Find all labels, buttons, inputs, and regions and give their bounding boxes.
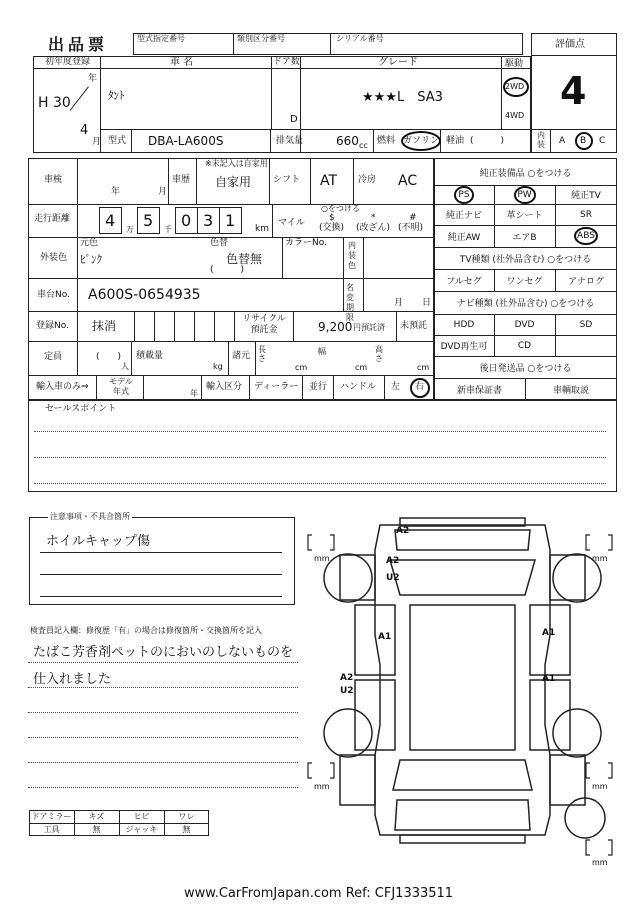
tv-oneseg: ワンセグ <box>506 276 543 287</box>
damage-mark-rear-left-u2: U2 <box>340 686 354 696</box>
navi-hdd: HDD <box>453 319 475 330</box>
equip-abs: ABS <box>577 231 595 241</box>
fuel-diesel: 軽油 <box>446 136 465 146</box>
model-number-label: 型式指定番号 <box>137 34 185 43</box>
ac-label: 冷房 <box>358 175 377 185</box>
drive-2wd: 2WD <box>505 82 525 91</box>
mile-label: マイル <box>278 218 305 228</box>
fuel-label: 燃料 <box>377 136 396 146</box>
mileage-digit-3: 0 <box>181 211 192 230</box>
damage-mark-fender-u2: U2 <box>386 573 400 583</box>
interior-color-label: 内装色 <box>348 241 356 270</box>
grade-name-label: グレード <box>378 57 418 68</box>
dims-label: 諸元 <box>232 351 251 361</box>
mm-label-2: mm <box>592 554 608 563</box>
vehicle-detail-section <box>28 158 434 400</box>
recycle-unpaid: 未預託 <box>400 321 428 331</box>
genuine-equipment-header: 純正装備品 ○をつける <box>479 168 572 179</box>
id-number-box <box>133 33 523 55</box>
equip-genuine-tv: 純正TV <box>571 191 601 201</box>
inspector-line-1: たばこ芳香剤ペットのにおいのしないものを <box>33 645 294 660</box>
category-label: 類別区分番号 <box>237 34 285 43</box>
inspection-label: 車検 <box>44 175 63 185</box>
type-value: DBA-LA600S <box>148 134 224 148</box>
tv-fullseg: フルセグ <box>446 276 482 287</box>
mm-label-4: mm <box>592 782 608 791</box>
mileage-digit-5: 1 <box>225 211 236 230</box>
load-label: 積載量 <box>136 351 164 361</box>
tv-header: TV種類 (社外品含む) ○をつける <box>459 254 592 265</box>
tv-analog: アナログ <box>567 276 604 287</box>
reg-no-label: 登録No. <box>36 321 69 331</box>
mileage-digit-1: 4 <box>105 211 116 230</box>
import-label: 輸入車のみ⇒ <box>36 382 89 392</box>
chassis-value: A600S-0654935 <box>88 287 201 303</box>
color-no-label: カラーNo. <box>285 238 327 248</box>
inspector-line-2: 仕入れました <box>33 672 112 687</box>
recycle-label: リサイクル預託金 <box>242 314 286 335</box>
navi-sd: SD <box>579 319 593 330</box>
damage-mark-bumper: A2 <box>396 526 410 536</box>
handle-right: 右 <box>415 382 425 392</box>
navi-dvd: DVD <box>514 319 535 330</box>
equip-airbag: エアB <box>512 232 537 243</box>
evaluation-score: 4 <box>560 69 587 113</box>
evaluation-label: 評価点 <box>555 39 585 50</box>
interior-b: B <box>580 136 587 146</box>
defects-label: 注意事項・不具合箇所 <box>50 512 130 521</box>
shift-value: AT <box>320 173 338 189</box>
inspector-label: 検査員記入欄：修復歴「有」の場合は修復箇所・交換箇所を記入 <box>30 626 262 635</box>
color-label: 外装色 <box>40 253 68 263</box>
history-label: 車歴 <box>172 175 191 185</box>
equip-genuine-aw: 純正AW <box>447 232 481 243</box>
damage-mark-front-door-right: A1 <box>542 628 556 638</box>
recycle-value: 9,200 <box>318 320 353 334</box>
new-car-warranty: 新車保証書 <box>456 385 502 396</box>
damage-mark-rear-left-a2: A2 <box>340 673 354 683</box>
doors-label: ドア数 <box>273 57 300 67</box>
mileage-label: 走行距離 <box>34 214 71 224</box>
grade-name-value: ★★★L SA3 <box>362 90 443 105</box>
defect-line-1: ホイルキャップ傷 <box>46 534 151 549</box>
type-label: 型式 <box>108 136 127 146</box>
chassis-label: 車台No. <box>37 290 70 300</box>
ac-value: AC <box>398 173 418 189</box>
mm-label-5: mm <box>592 858 608 867</box>
displacement-value: 660 <box>336 134 359 148</box>
repaint-value: 色替無 <box>226 252 263 266</box>
mileage-digit-2: 5 <box>143 211 154 230</box>
car-damage-diagram <box>300 515 625 870</box>
doors-value: D <box>290 114 298 125</box>
owners-manual: 車輌取説 <box>552 385 589 396</box>
first-reg-year: H 30 <box>38 95 71 111</box>
car-name-label: 車 名 <box>170 57 194 68</box>
interior-label: 内装 <box>537 131 545 149</box>
mm-label-1: mm <box>314 554 330 563</box>
damage-mark-front-door-left: A1 <box>378 632 392 642</box>
capacity-label: 定員 <box>44 352 63 362</box>
sales-point-section <box>28 400 617 492</box>
car-name-value: ﾀﾝﾄ <box>108 89 125 102</box>
sales-point-label: セールスポイント <box>45 404 117 414</box>
equip-leather: 革シート <box>506 211 543 221</box>
equip-pw: PW <box>517 189 532 200</box>
cd: CD <box>517 340 532 351</box>
damage-mark-fender-a2: A2 <box>386 556 400 566</box>
first-reg-label: 初年度登録 <box>45 57 91 67</box>
history-value: 自家用 <box>215 175 252 189</box>
displacement-label: 排気量 <box>276 136 304 146</box>
later-shipping-header: 後日発送品 ○をつける <box>479 363 572 374</box>
damage-mark-rear-door-right: A1 <box>542 674 556 684</box>
shift-label: シフト <box>273 175 301 185</box>
name-change-label: 名変期限 <box>346 283 354 322</box>
drive-4wd: 4WD <box>505 111 525 120</box>
defects-section <box>29 517 295 605</box>
first-reg-month: 4 <box>80 123 89 138</box>
dvd-playback: DVD再生可 <box>440 342 488 352</box>
fuel-gas: ガソリン <box>403 136 440 146</box>
mileage-digit-4: 3 <box>203 211 214 230</box>
sheet-title: 出品票 <box>48 35 109 54</box>
navi-header: ナビ種類 (社外品含む) ○をつける <box>456 299 595 309</box>
equip-genuine-navi: 純正ナビ <box>445 211 482 221</box>
reg-no-value: 抹消 <box>92 319 117 333</box>
original-color-value: ﾋﾟﾝｸ <box>80 253 102 266</box>
equip-ps: PS <box>458 189 470 200</box>
drive-label: 駆動 <box>505 59 524 69</box>
equip-sr: SR <box>580 209 592 220</box>
mm-label-3: mm <box>314 782 330 791</box>
footer-reference: www.CarFromJapan.com Ref: CFJ1333511 <box>184 886 454 901</box>
serial-label: シリアル番号 <box>336 34 384 43</box>
